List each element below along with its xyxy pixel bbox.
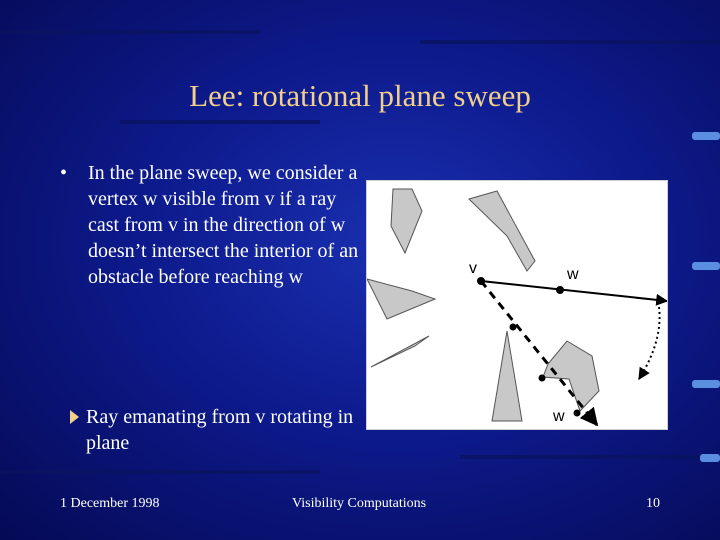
obstacle-polygon	[492, 331, 522, 421]
footer-date: 1 December 1998	[60, 496, 160, 511]
slide-title: Lee: rotational plane sweep	[189, 78, 531, 113]
bullet-text: In the plane sweep, we consider a vertex w visible from v if a ray cast from v in the direction of w doesn’t intersect the interior of an obstacle before reaching w	[88, 162, 359, 288]
background-streak	[460, 455, 720, 459]
accent-bar	[692, 262, 720, 270]
obstacle-polygon	[391, 189, 422, 253]
label-v: v	[469, 260, 477, 277]
label-w: w	[567, 266, 579, 283]
footer-title: Visibility Computations	[292, 496, 427, 511]
vertex-point	[574, 410, 581, 417]
vertex-w	[556, 286, 564, 294]
vertex-point	[510, 324, 517, 331]
accent-bar	[692, 380, 720, 388]
background-streak	[0, 470, 320, 474]
accent-bar	[692, 132, 720, 140]
rotation-arc	[639, 307, 660, 379]
triangle-bullet-icon	[70, 410, 79, 424]
vertex-point	[539, 375, 546, 382]
accent-bar	[700, 454, 720, 462]
sweep-ray	[481, 281, 667, 301]
obstacle-polygon	[469, 191, 535, 271]
bullet-item	[60, 160, 360, 290]
obstacle-polygon	[543, 341, 599, 411]
label-w: w	[553, 408, 565, 425]
page-number: 10	[646, 496, 660, 511]
sweep-diagram	[366, 180, 668, 430]
bullet-marker: •	[60, 162, 68, 184]
background-streak	[420, 40, 720, 44]
obstacle-polygon	[367, 279, 435, 319]
obstacle-polygon	[371, 336, 429, 367]
background-streak	[120, 120, 320, 124]
sub-bullet-item	[70, 404, 370, 456]
vertex-v	[477, 277, 485, 285]
sub-bullet-text: Ray emanating from v rotating in plane	[86, 406, 354, 454]
background-streak	[0, 30, 260, 34]
